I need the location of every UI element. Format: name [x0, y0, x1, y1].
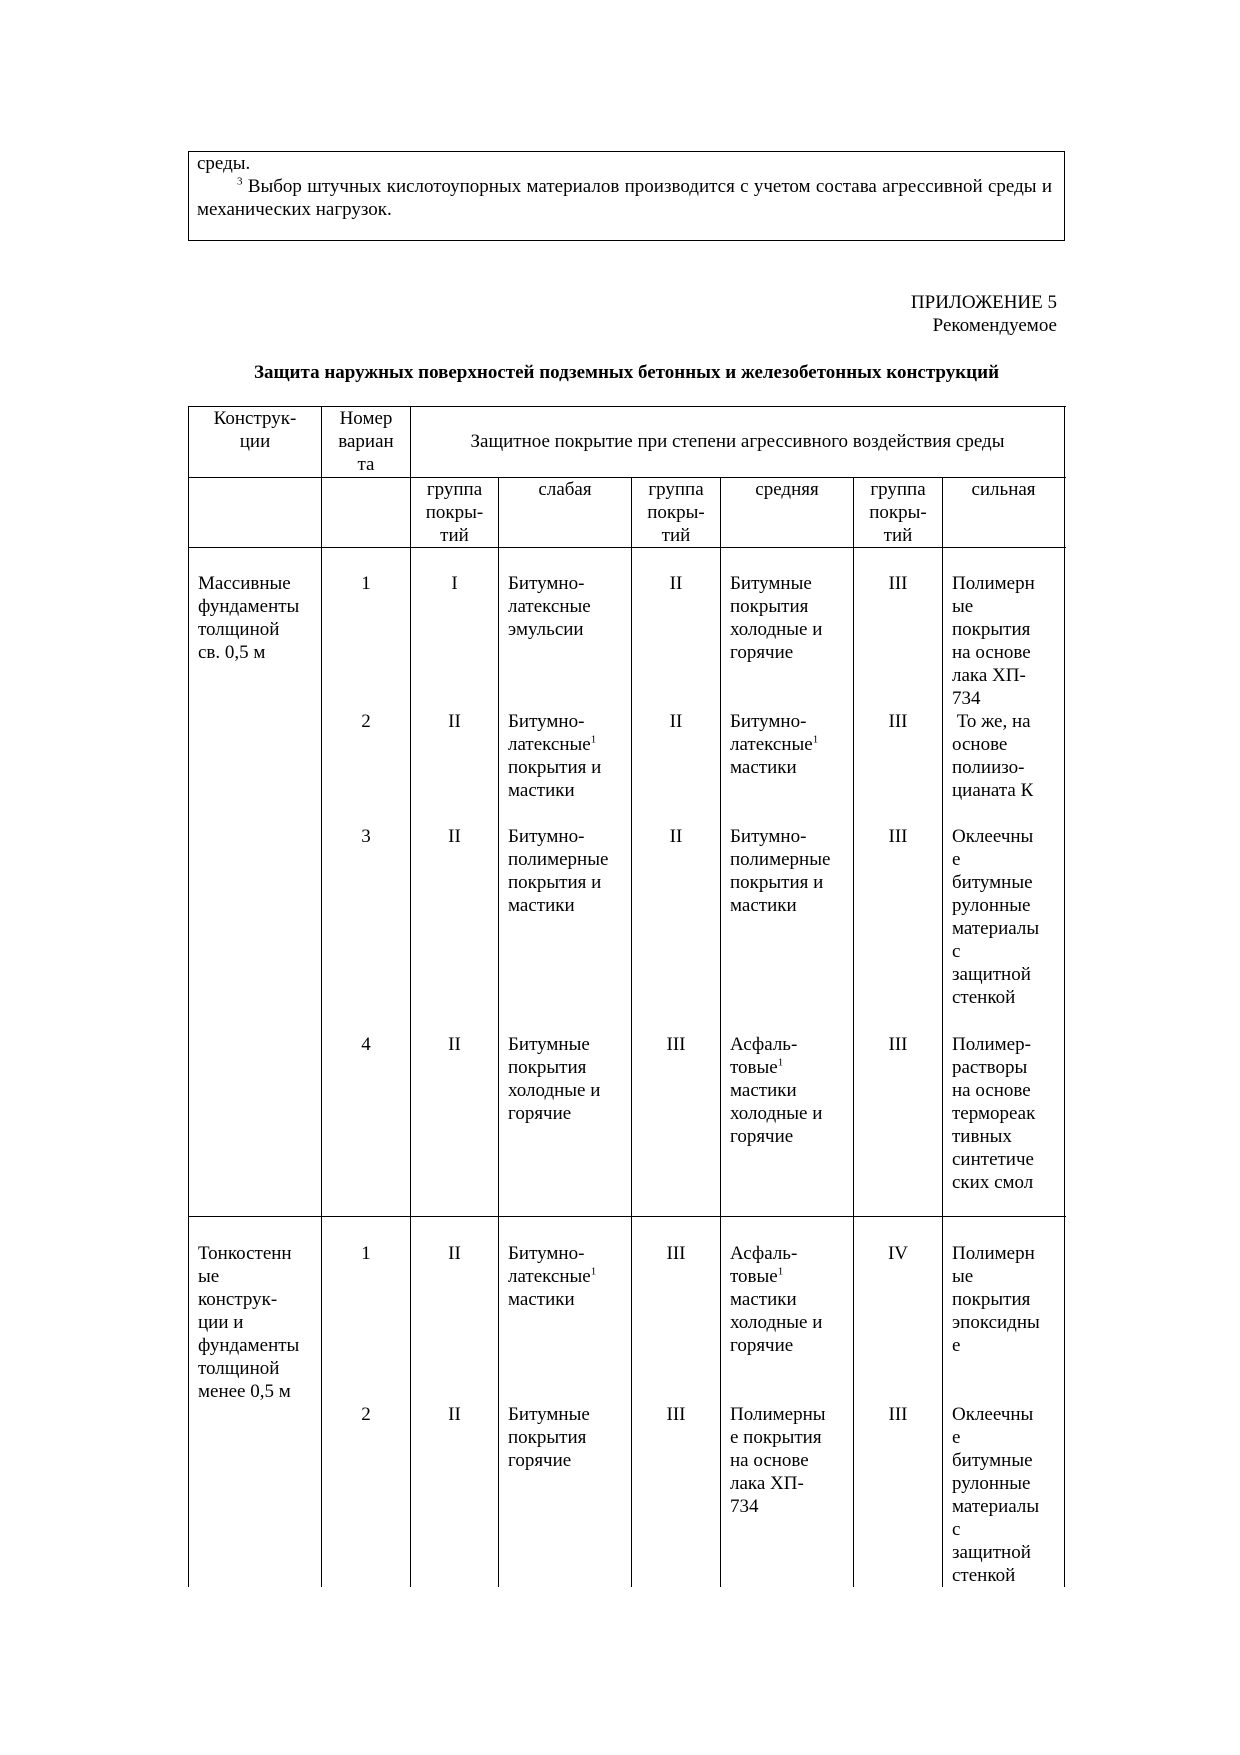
col-line-7: [942, 477, 943, 1587]
header-strong: сильная: [971, 479, 1036, 500]
s1-row3-strong: Оклеечны е битумные рулонные материалы с защитной стенкой: [952, 826, 1040, 1008]
s1-row3-weak: Битумно- полимерные покрытия и мастики: [508, 826, 609, 916]
s1-row1-variant: 1: [361, 573, 371, 594]
footnote-3: [197, 175, 1052, 221]
s2-row1-group-strong: IV: [887, 1243, 909, 1264]
s2-row1-group-weak: II: [448, 1243, 461, 1264]
footnote-box: [188, 151, 1065, 241]
s1-row4-medium: Асфаль- товые$^1$ мастики холодные и горячие: [730, 1034, 823, 1147]
annex-label: ПРИЛОЖЕНИЕ 5: [910, 292, 1057, 313]
s1-row4-group-medium: III: [666, 1034, 686, 1055]
footnote-3-text: Выбор штучных кислотоупорных материалов производится с учетом состава агрессивной среды и механических нагрузок.: [197, 176, 1052, 220]
footnote-1-marker: 1: [812, 733, 819, 746]
col-line-5: [720, 477, 721, 1587]
s2-row1-weak: Битумно- латексные$^1$ мастики: [508, 1243, 597, 1310]
s1-row1-group-medium: II: [669, 573, 683, 594]
s1-row3-group-medium: II: [669, 826, 683, 847]
s1-row2-group-strong: III: [888, 711, 908, 732]
section1-construction: Массивные фундаменты толщиной св. 0,5 м: [198, 573, 300, 663]
col-line-0: [188, 406, 189, 1587]
s2-row1-variant: 1: [361, 1243, 371, 1264]
section-divider: [188, 1216, 1066, 1217]
s2-row2-group-strong: III: [888, 1404, 908, 1425]
s1-row2-group-medium: II: [669, 711, 683, 732]
s1-row4-weak: Битумные покрытия холодные и горячие: [508, 1034, 601, 1124]
footnote-continuation: среды.: [197, 153, 251, 174]
s1-row1-strong: Полимерн ые покрытия на основе лака ХП- 734: [952, 573, 1035, 709]
header-construction: Конструк- ции: [213, 408, 297, 452]
s1-row1-group-strong: III: [888, 573, 908, 594]
s1-row1-weak: Битумно- латексные эмульсии: [508, 573, 591, 640]
s1-row1-medium: Битумные покрытия холодные и горячие: [730, 573, 823, 663]
s2-row2-variant: 2: [361, 1404, 371, 1425]
section2-construction: Тонкостенн ые конструк- ции и фундаменты толщиной менее 0,5 м: [198, 1243, 300, 1402]
header-medium: средняя: [755, 479, 819, 500]
footnote-1-marker: 1: [777, 1265, 784, 1278]
s2-row1-medium: Асфаль- товые$^1$ мастики холодные и горячие: [730, 1243, 823, 1356]
footnote-1-marker: 1: [590, 733, 597, 746]
s1-row4-variant: 4: [361, 1034, 371, 1055]
col-line-8: [1064, 406, 1065, 1587]
s1-row4-group-strong: III: [888, 1034, 908, 1055]
s1-row1-group-weak: I: [451, 573, 458, 594]
header-variant: Номер вариан та: [338, 408, 394, 475]
s1-row2-group-weak: II: [448, 711, 461, 732]
header-bottom: [188, 547, 1066, 548]
annex-status: Рекомендуемое: [932, 315, 1057, 336]
header-group-strong: группа покры- тий: [869, 479, 927, 546]
page-title: Защита наружных поверхностей подземных бетонных и железобетонных конструкций: [253, 362, 1000, 383]
s2-row2-strong: Оклеечны е битумные рулонные материалы с защитной стенкой: [952, 1404, 1040, 1586]
s2-row2-group-medium: III: [666, 1404, 686, 1425]
s1-row4-strong: Полимер- растворы на основе термореак тивных синтетиче ских смол: [952, 1034, 1036, 1193]
header-group-medium: группа покры- тий: [647, 479, 705, 546]
s2-row2-group-weak: II: [448, 1404, 461, 1425]
s1-row3-medium: Битумно- полимерные покрытия и мастики: [730, 826, 831, 916]
header-coating: Защитное покрытие при степени агрессивного воздействия среды: [470, 431, 1005, 452]
s1-row3-variant: 3: [361, 826, 371, 847]
header-weak: слабая: [538, 479, 592, 500]
s1-row3-group-strong: III: [888, 826, 908, 847]
s2-row2-weak: Битумные покрытия горячие: [508, 1404, 590, 1471]
s2-row2-medium: Полимерны е покрытия на основе лака ХП- 734: [730, 1404, 826, 1517]
s1-row4-group-weak: II: [448, 1034, 461, 1055]
s1-row2-variant: 2: [361, 711, 371, 732]
s1-row2-weak: Битумно- латексные$^1$ покрытия и мастики: [508, 711, 602, 801]
s2-row1-strong: Полимерн ые покрытия эпоксидны е: [952, 1243, 1040, 1356]
col-line-3: [498, 477, 499, 1587]
s1-row3-group-weak: II: [448, 826, 461, 847]
s2-row1-group-medium: III: [666, 1243, 686, 1264]
footnote-1-marker: 1: [777, 1056, 784, 1069]
header-group-weak: группа покры- тий: [425, 479, 484, 546]
s1-row2-strong: То же, на основе полиизо- цианата К: [952, 711, 1034, 801]
s1-row2-medium: Битумно- латексные$^1$ мастики: [730, 711, 819, 778]
footnote-1-marker: 1: [590, 1265, 597, 1278]
footnote-3-marker: 3: [237, 175, 243, 188]
